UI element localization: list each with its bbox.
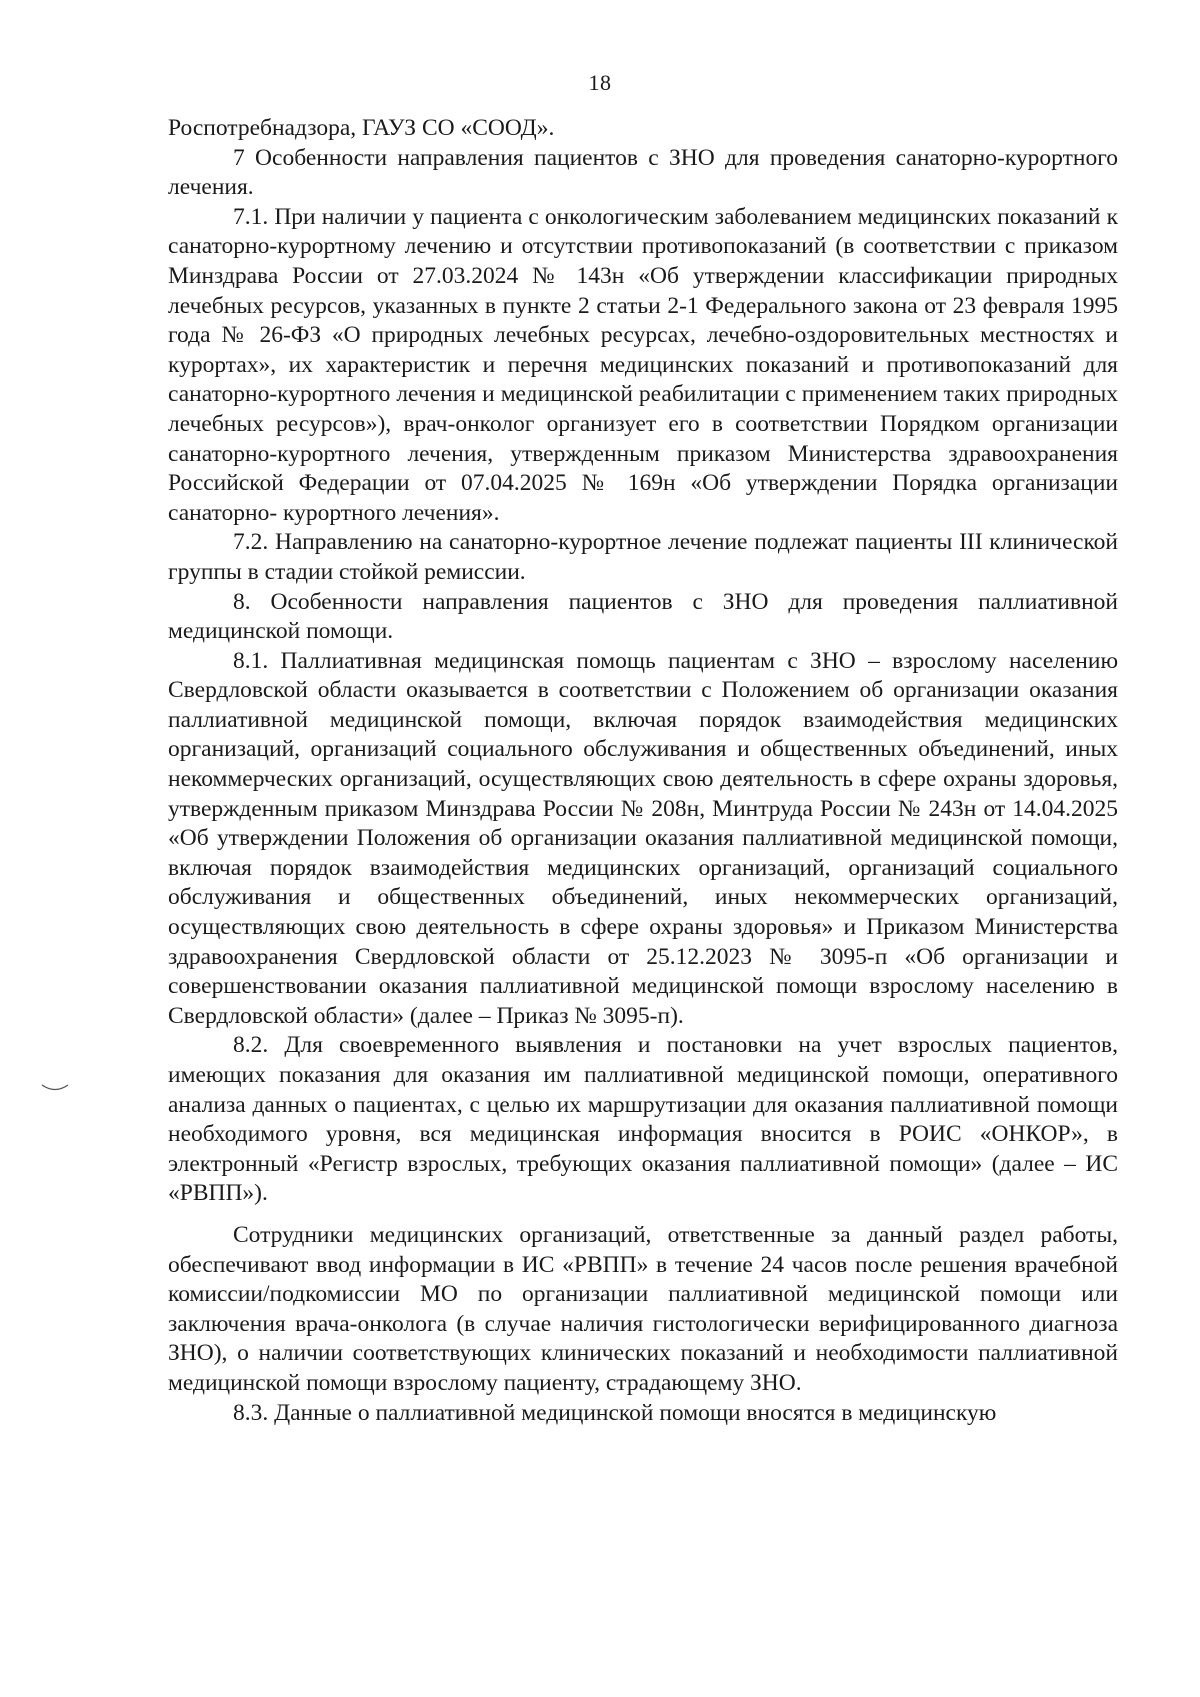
paragraph-8-1: 8.1. Паллиативная медицинская помощь пациентам с ЗНО – взрослому населению Свердловской области оказывается в соответствии с Положением об организации оказания паллиативной медицинской помощи, включая порядок взаимодействия медицинских организаций, организаций социального обслуживания и общественных объединений, иных некоммерческих организаций, осуществляющих свою деятельность в сфере охраны здоровья, утвержденным приказом Минздрава России № 208н, Минтруда России № 243н от 14.04.2025 «Об утверждении Положения об организации оказания паллиативной медицинской помощи, включая порядок взаимодействия медицинских организаций, организаций социального обслуживания и общественных объединений, иных некоммерческих организаций, осуществляющих свою деятельность в сфере охраны здоровья» и Приказом Министерства здравоохранения Свердловской области от 25.12.2023 № 3095-п «Об организации и совершенствовании оказания паллиативной медицинской помощи взрослому населению в Свердловской области» (далее – Приказ № 3095-п).: [168, 647, 1118, 1029]
section-7-heading: 7 Особенности направления пациентов с ЗНО для проведения санаторно-курортного лечения.: [168, 144, 1118, 201]
paragraph-7-2: 7.2. Направлению на санаторно-курортное лечение подлежат пациенты III клинической группы в стадии стойкой ремиссии.: [168, 529, 1118, 585]
paragraph-staff-responsibility: Сотрудники медицинских организаций, ответственные за данный раздел работы, обеспечивают ввод информации в ИС «РВПП» в течение 24 часов после решения врачебной комиссии/подкомиссии МО по организации паллиативной медицинской помощи или заключения врача-онколога (в случае наличия гистологически верифицированного диагноза ЗНО), о наличии соответствующих клинических показаний и необходимости паллиативной медицинской помощи взрослому пациенту, страдающему ЗНО.: [168, 1221, 1118, 1396]
paragraph-7-1: 7.1. При наличии у пациента с онкологическим заболеванием медицинских показаний к санаторно-курортному лечению и отсутствии противопоказаний (в соответствии с приказом Минздрава России от 27.03.2024 № 143н «Об утверждении классификации природных лечебных ресурсов, указанных в пункте 2 статьи 2-1 Федерального закона от 23 февраля 1995 года № 26-ФЗ «О природных лечебных ресурсах, лечебно-оздоровительных местностях и курортах», их характеристик и перечня медицинских показаний и противопоказаний для санаторно-курортного лечения и медицинской реабилитации с применением таких природных лечебных ресурсов»), врач-онколог организует его в соответствии Порядком организации санаторно-курортного лечения, утвержденным приказом Министерства здравоохранения Российской Федерации от 07.04.2025 № 169н «Об утверждении Порядка организации санаторно- курортного лечения».: [168, 203, 1118, 526]
section-8-heading: 8. Особенности направления пациентов с ЗНО для проведения паллиативной медицинской помощи.: [168, 588, 1118, 645]
document-body: [168, 114, 1118, 1428]
paragraph-8-3: 8.3. Данные о паллиативной медицинской помощи вносятся в медицинскую: [233, 1399, 997, 1426]
page-number: 18: [588, 70, 612, 95]
paragraph-continuation: Роспотребнадзора, ГАУЗ СО «СООД».: [168, 115, 555, 141]
paragraph-8-2: 8.2. Для своевременного выявления и постановки на учет взрослых пациентов, имеющих показания для оказания им паллиативной медицинской помощи, оперативного анализа данных о пациентах, с целью их маршрутизации для оказания паллиативной помощи необходимого уровня, вся медицинская информация вносится в РОИС «ОНКОР», в электронный «Регистр взрослых, требующих оказания паллиативной помощи» (далее – ИС «РВПП»).: [168, 1032, 1118, 1207]
scan-margin-mark: [40, 1082, 70, 1096]
